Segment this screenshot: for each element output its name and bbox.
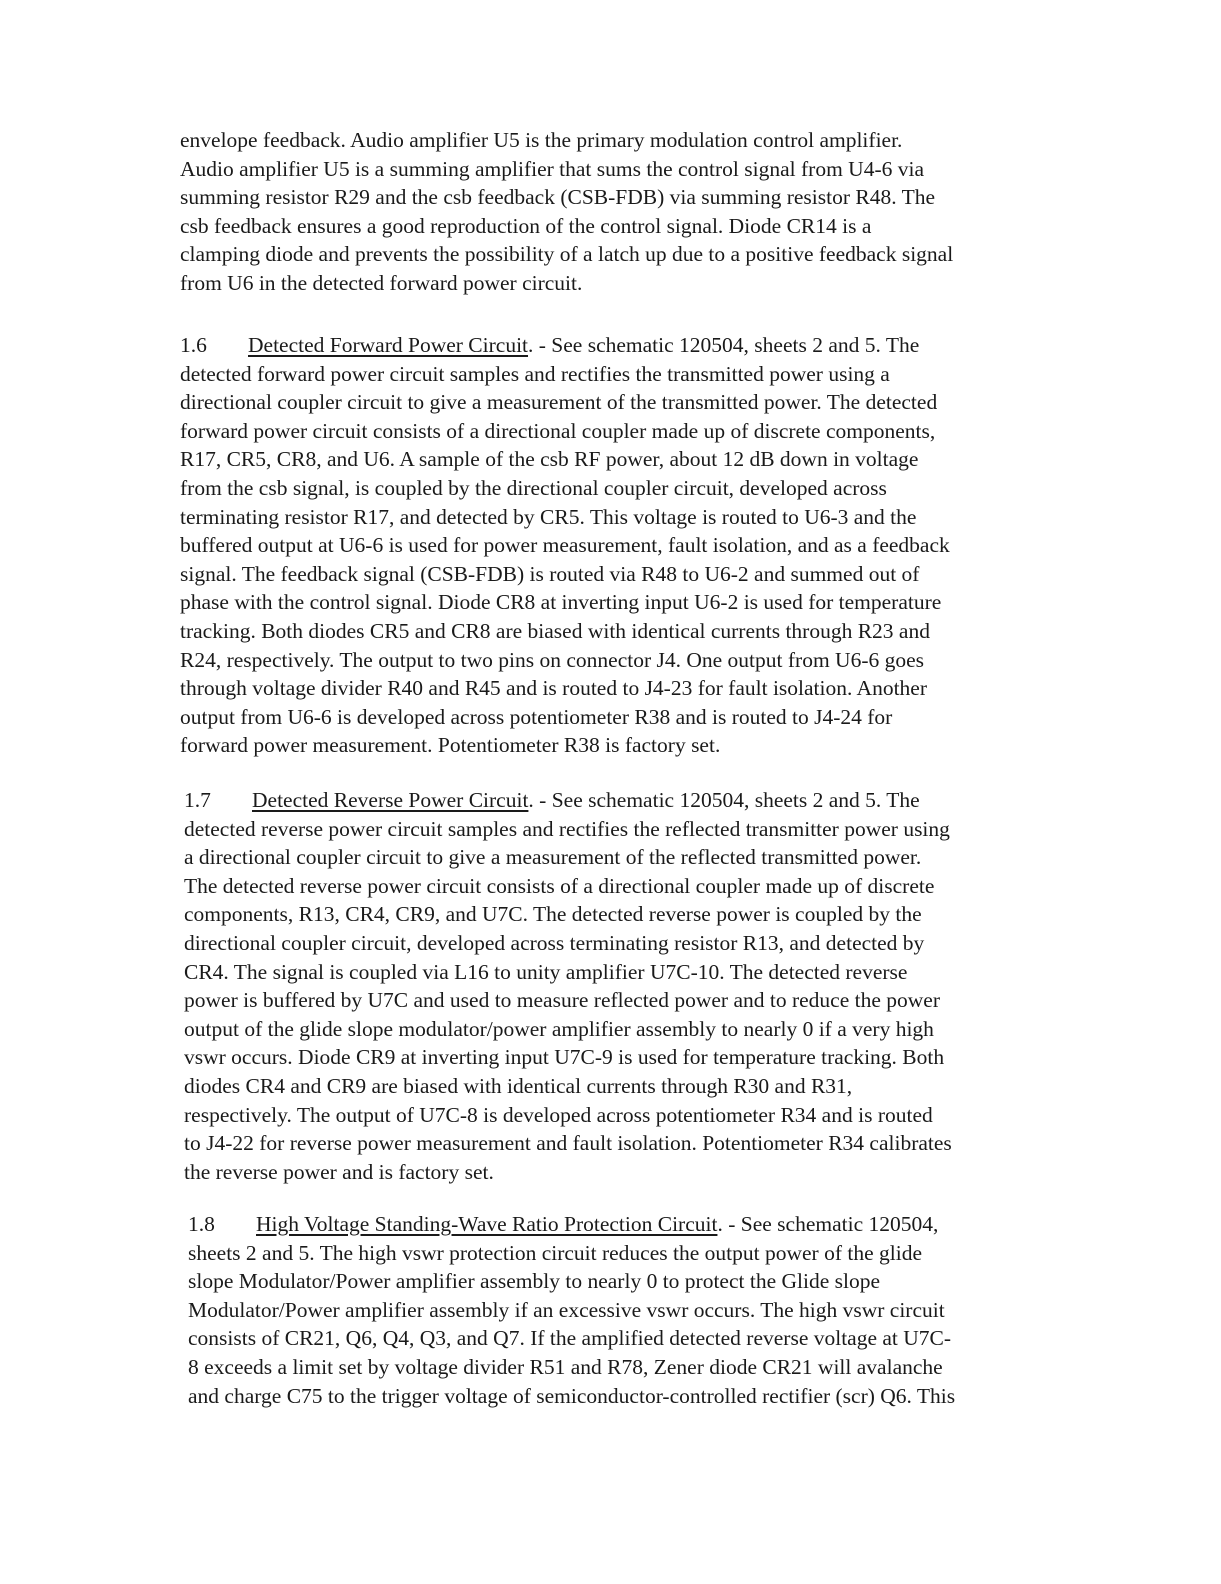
text-line: sheets 2 and 5. The high vswr protection circuit reduces the output power of the glide	[188, 1240, 922, 1265]
text-line: R17, CR5, CR8, and U6. A sample of the csb RF power, about 12 dB down in voltage	[180, 447, 919, 472]
text-line: output of the glide slope modulator/power amplifier assembly to nearly 0 if a very high	[184, 1016, 934, 1041]
text-line: Modulator/Power amplifier assembly if an excessive vswr occurs. The high vswr circuit	[188, 1297, 945, 1322]
text-line: CR4. The signal is coupled via L16 to unity amplifier U7C-10. The detected reverse	[184, 959, 908, 984]
text-line: components, R13, CR4, CR9, and U7C. The detected reverse power is coupled by the	[184, 902, 922, 927]
text-line: signal. The feedback signal (CSB-FDB) is routed via R48 to U6-2 and summed out of	[180, 561, 920, 586]
text-line: through voltage divider R40 and R45 and is routed to J4-23 for fault isolation. Another	[180, 676, 928, 701]
section-heading-line	[180, 331, 950, 360]
text-line: detected forward power circuit samples and rectifies the transmitted power using a	[180, 361, 890, 386]
text-line: consists of CR21, Q6, Q4, Q3, and Q7. If the amplified detected reverse voltage at U7C-	[188, 1326, 952, 1351]
text-line: power is buffered by U7C and used to measure reflected power and to reduce the power	[184, 988, 941, 1013]
text-line: output from U6-6 is developed across potentiometer R38 and is routed to J4-24 for	[180, 704, 893, 729]
text-line: tracking. Both diodes CR5 and CR8 are biased with identical currents through R23 and	[180, 618, 930, 643]
section-number: 1.6	[180, 333, 207, 357]
text-line: csb feedback ensures a good reproduction of the control signal. Diode CR14 is a	[180, 213, 872, 238]
text-line: clamping diode and prevents the possibility of a latch up due to a positive feedback signal	[180, 242, 954, 267]
text-line: 8 exceeds a limit set by voltage divider R51 and R78, Zener diode CR21 will avalanche	[188, 1354, 943, 1379]
text-line: slope Modulator/Power amplifier assembly to nearly 0 to protect the Glide slope	[188, 1269, 881, 1294]
section-1-6	[180, 331, 950, 760]
text-line: directional coupler circuit, developed across terminating resistor R13, and detected by	[184, 930, 925, 955]
text-line: the reverse power and is factory set.	[184, 1159, 494, 1184]
text-line: The detected reverse power circuit consists of a directional coupler made up of discrete	[184, 873, 935, 898]
text-line: . - See schematic 120504, sheets 2 and 5. The	[528, 788, 920, 812]
text-line: phase with the control signal. Diode CR8 at inverting input U6-2 is used for temperature	[180, 590, 942, 615]
section-title: Detected Reverse Power Circuit	[252, 788, 529, 812]
text-line: diodes CR4 and CR9 are biased with identical currents through R30 and R31,	[184, 1073, 853, 1098]
text-line: forward power circuit consists of a directional coupler made up of discrete components,	[180, 418, 936, 443]
text-line: summing resistor R29 and the csb feedback (CSB-FDB) via summing resistor R48. The	[180, 185, 936, 210]
text-line: and charge C75 to the trigger voltage of semiconductor-controlled rectifier (scr) Q6. This	[188, 1383, 956, 1408]
text-line: . - See schematic 120504, sheets 2 and 5. The	[528, 333, 920, 357]
text-line: Audio amplifier U5 is a summing amplifier that sums the control signal from U4-6 via	[180, 156, 925, 181]
text-line: forward power measurement. Potentiometer R38 is factory set.	[180, 733, 721, 758]
text-line: buffered output at U6-6 is used for power measurement, fault isolation, and as a feedback	[180, 533, 950, 558]
text-line: directional coupler circuit to give a measurement of the transmitted power. The detected	[180, 390, 938, 415]
text-line: detected reverse power circuit samples and rectifies the reflected transmitter power using	[184, 816, 950, 841]
text-line: respectively. The output of U7C-8 is developed across potentiometer R34 and is routed	[184, 1102, 933, 1127]
section-1-7	[184, 786, 952, 1186]
text-line: from U6 in the detected forward power circuit.	[180, 270, 583, 295]
text-line: from the csb signal, is coupled by the directional coupler circuit, developed across	[180, 475, 887, 500]
text-line: vswr occurs. Diode CR9 at inverting input U7C-9 is used for temperature tracking. Both	[184, 1045, 945, 1070]
section-title: Detected Forward Power Circuit	[248, 333, 529, 357]
text-line: . - See schematic 120504,	[717, 1212, 939, 1236]
section-heading-line	[184, 786, 952, 815]
text-line: envelope feedback. Audio amplifier U5 is the primary modulation control amplifier.	[180, 128, 903, 152]
section-number: 1.7	[184, 788, 211, 812]
section-number: 1.8	[188, 1212, 215, 1236]
text-line: to J4-22 for reverse power measurement and fault isolation. Potentiometer R34 calibrates	[184, 1131, 952, 1156]
section-1-8	[188, 1210, 955, 1410]
text-line: a directional coupler circuit to give a measurement of the reflected transmitted power.	[184, 845, 922, 870]
text-line: terminating resistor R17, and detected by CR5. This voltage is routed to U6-3 and the	[180, 504, 917, 529]
text-line: R24, respectively. The output to two pins on connector J4. One output from U6-6 goes	[180, 647, 925, 672]
intro-paragraph	[180, 126, 953, 298]
section-title: High Voltage Standing-Wave Ratio Protection Circuit	[256, 1212, 718, 1236]
section-heading-line	[188, 1210, 955, 1239]
